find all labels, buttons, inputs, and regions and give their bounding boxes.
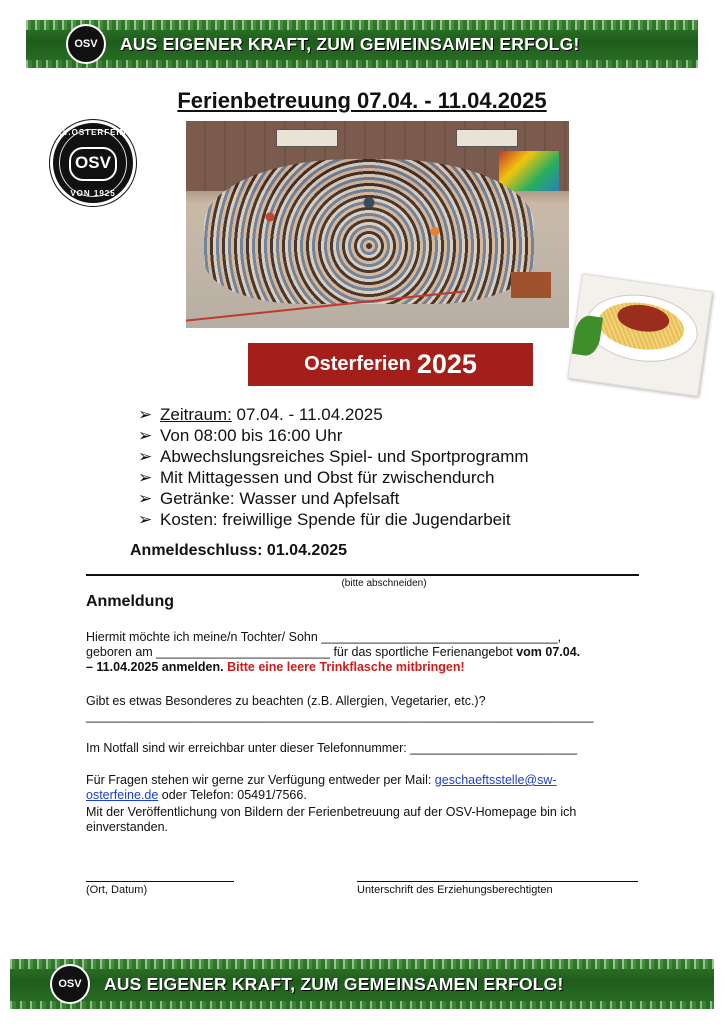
club-logo-top-text: S.V.OSTERFEINE bbox=[53, 128, 133, 137]
guardian-signature-line[interactable] bbox=[357, 881, 638, 882]
emergency-phone-line[interactable]: Im Notfall sind wir erreichbar unter dieser Telefonnummer: ________________________ bbox=[86, 741, 578, 755]
cut-line bbox=[86, 574, 639, 576]
date-signature-line[interactable] bbox=[86, 881, 234, 882]
arrow-right-icon: ➢ bbox=[138, 447, 153, 466]
club-logo-center-text: OSV bbox=[69, 147, 117, 181]
cut-note: (bitte abschneiden) bbox=[341, 578, 427, 589]
list-item: ➢ Getränke: Wasser und Apfelsaft bbox=[138, 489, 400, 508]
club-logo-bottom-text: VON 1925 bbox=[70, 189, 116, 198]
form-line-birth[interactable]: geboren am _________________________ für das sportliche Ferienangebot vom 07.04. bbox=[86, 645, 581, 659]
osv-logo-icon: OSV bbox=[66, 24, 106, 64]
group-photo bbox=[186, 121, 569, 328]
arrow-right-icon: ➢ bbox=[138, 405, 153, 424]
banner-slogan: AUS EIGENER KRAFT, ZUM GEMEINSAMEN ERFOLG! bbox=[104, 973, 564, 994]
form-line-child[interactable]: Hiermit möchte ich meine/n Tochter/ Sohn __________________________________, bbox=[86, 630, 562, 644]
list-item: ➢ Mit Mittagessen und Obst für zwischendurch bbox=[138, 468, 495, 487]
special-answer-line[interactable]: _________________________________________________________________________ bbox=[86, 709, 594, 723]
list-item: ➢ Zeitraum: 07.04. - 11.04.2025 bbox=[138, 405, 383, 424]
ribbon-year: 2025 bbox=[416, 349, 477, 379]
arrow-right-icon: ➢ bbox=[138, 510, 153, 529]
osterferien-ribbon bbox=[248, 343, 533, 386]
club-logo bbox=[50, 120, 136, 206]
list-item: ➢ Von 08:00 bis 16:00 Uhr bbox=[138, 426, 343, 445]
consent-text-2: einverstanden. bbox=[86, 820, 169, 834]
banner-slogan: AUS EIGENER KRAFT, ZUM GEMEINSAMEN ERFOLG! bbox=[120, 33, 580, 54]
arrow-right-icon: ➢ bbox=[138, 426, 153, 445]
contact-text: Für Fragen stehen wir gerne zur Verfügung entweder per Mail: geschaeftsstelle@sw- bbox=[86, 773, 557, 787]
page-title: Ferienbetreuung 07.04. - 11.04.2025 bbox=[177, 88, 547, 113]
date-label: (Ort, Datum) bbox=[86, 884, 148, 896]
spaghetti-photo bbox=[567, 273, 712, 396]
registration-deadline: Anmeldeschluss: 01.04.2025 bbox=[130, 542, 348, 559]
ribbon-label: Osterferien bbox=[304, 353, 411, 375]
arrow-right-icon: ➢ bbox=[138, 489, 153, 508]
guardian-signature-label: Unterschrift des Erziehungsberechtigten bbox=[357, 884, 553, 896]
form-heading: Anmeldung bbox=[86, 593, 174, 610]
email-link[interactable]: geschaeftsstelle@sw- bbox=[434, 773, 557, 787]
special-question: Gibt es etwas Besonderes zu beachten (z.B. Allergien, Vegetarier, etc.)? bbox=[86, 694, 486, 708]
info-list bbox=[138, 404, 529, 530]
bottom-banner bbox=[10, 959, 714, 1009]
arrow-right-icon: ➢ bbox=[138, 468, 153, 487]
osv-logo-icon: OSV bbox=[50, 964, 90, 1004]
email-link-2[interactable]: osterfeine.de bbox=[86, 788, 159, 802]
list-item: ➢ Kosten: freiwillige Spende für die Jugendarbeit bbox=[138, 510, 511, 529]
form-line-register: – 11.04.2025 anmelden. Bitte eine leere Trinkflasche mitbringen! bbox=[86, 660, 465, 674]
contact-text-2: osterfeine.de oder Telefon: 05491/7566. bbox=[86, 788, 307, 802]
consent-text: Mit der Veröffentlichung von Bildern der Ferienbetreuung auf der OSV-Homepage bin ich bbox=[86, 805, 577, 819]
list-item: ➢ Abwechslungsreiches Spiel- und Sportprogramm bbox=[138, 447, 529, 466]
top-banner bbox=[26, 20, 698, 68]
